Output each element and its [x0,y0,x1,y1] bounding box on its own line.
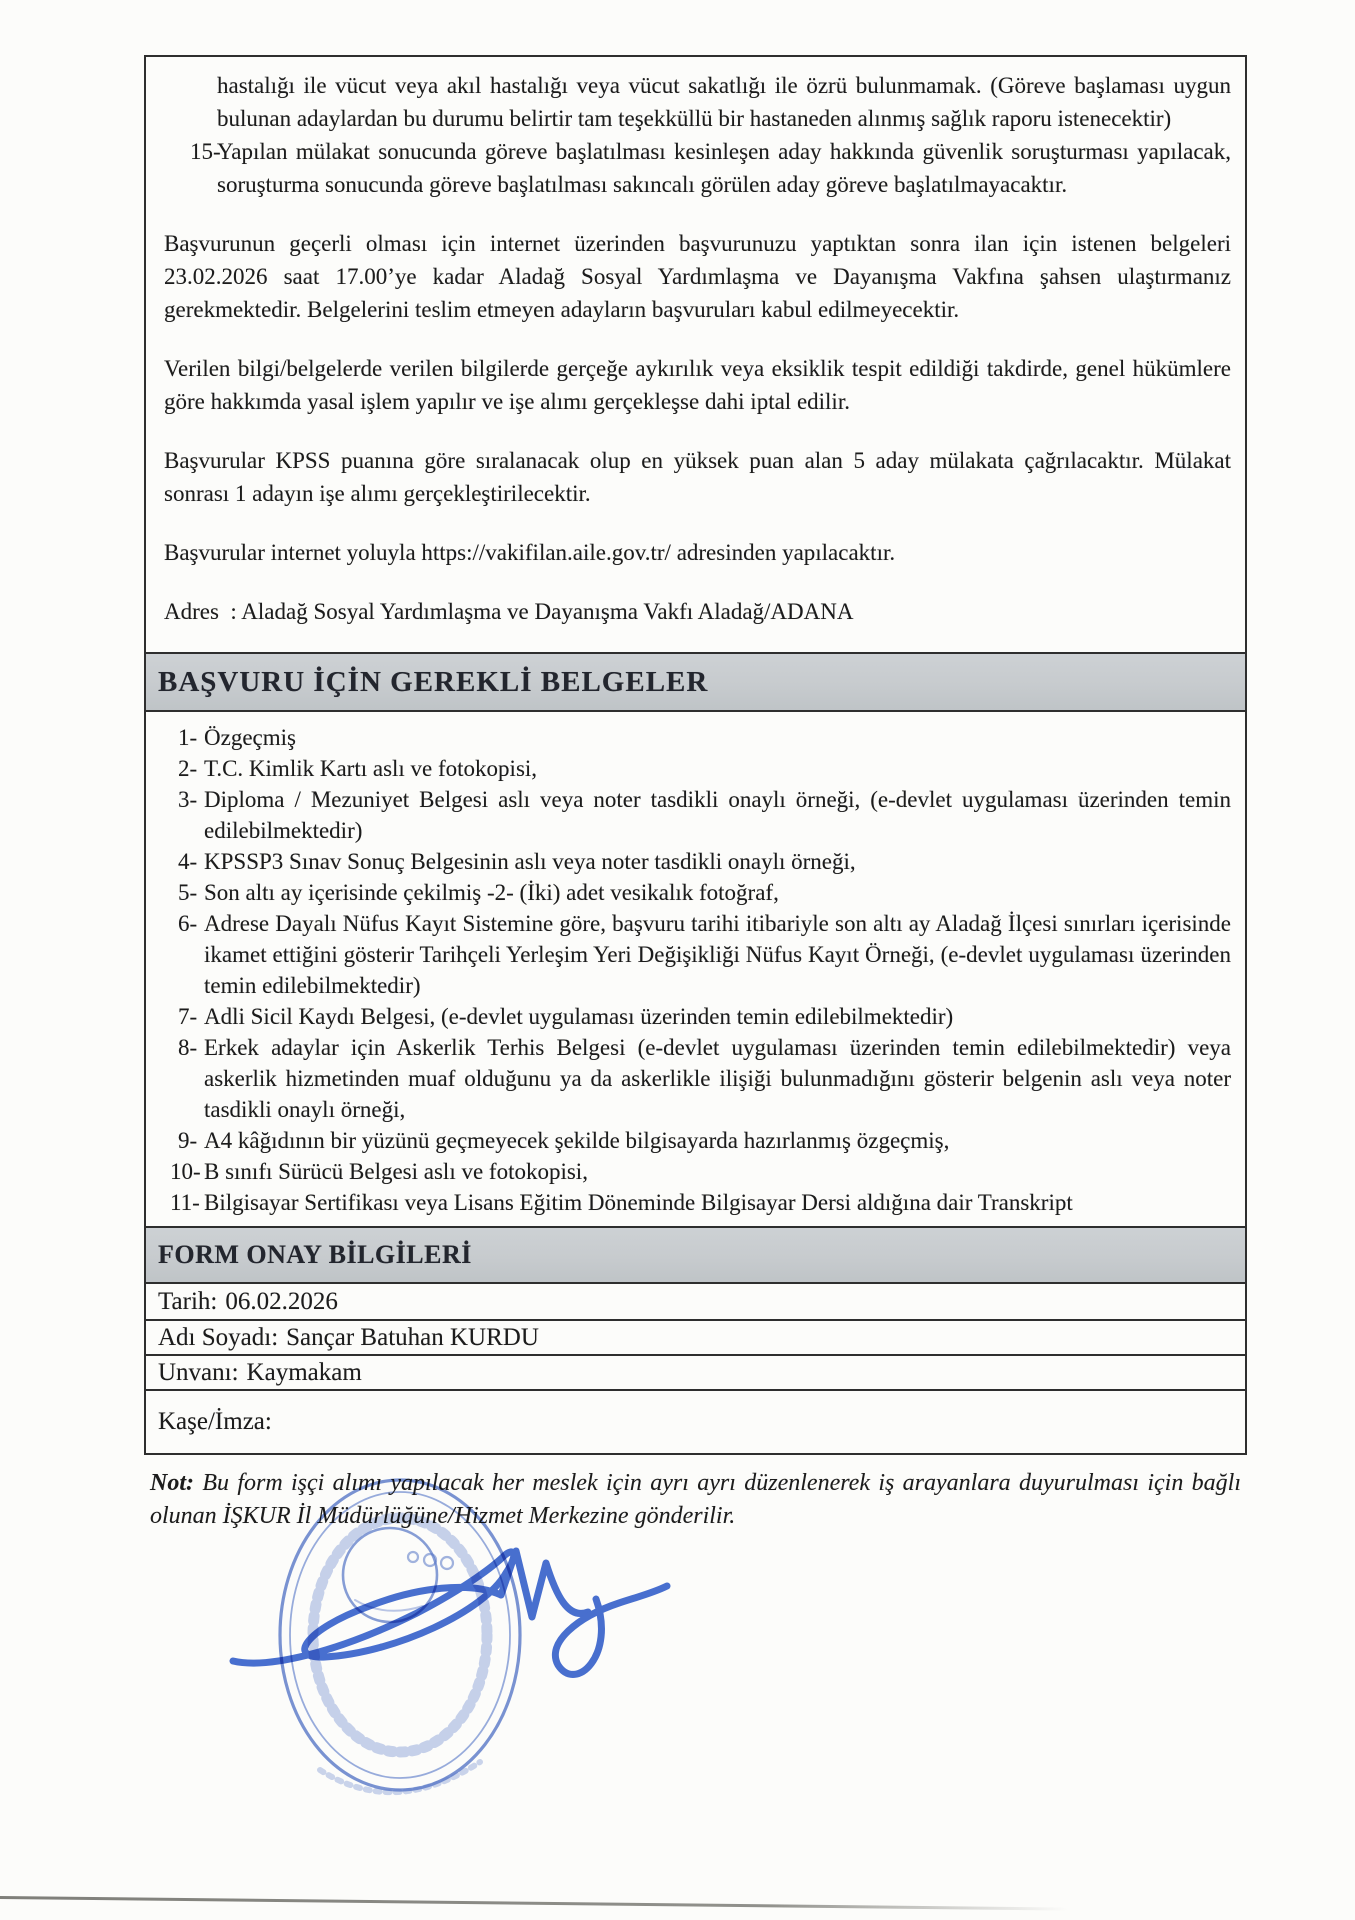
name-label: Adı Soyadı: [158,1323,279,1351]
form-approval-header-bar [144,1226,1247,1284]
official-stamp [250,1475,570,1875]
list-item-number: 11- [170,1190,200,1215]
list-item-number: 10- [170,1159,201,1184]
form-approval-header: FORM ONAY BİLGİLERİ [158,1240,472,1269]
term-item-15-text: Yapılan mülakat sonucunda göreve başlatılması kesinleşen aday hakkında güvenlik soruşturması yapılacak, soruşturma sonucunda göreve başlatılması sakıncalı görülen aday göreve başlatılmayacaktır. [217,139,1231,197]
term-item-15 [164,135,1231,201]
list-item-text: T.C. Kimlik Kartı aslı ve fotokopisi, [204,756,538,781]
term-continuation [164,69,1231,135]
list-item-number: 9- [178,1128,198,1153]
list-item-text: Bilgisayar Sertifikası veya Lisans Eğitim Döneminde Bilgisayar Dersi aldığına dair Transkript [204,1190,1073,1215]
list-item [164,1125,1231,1156]
table-row-stamp-signature [146,1389,1245,1453]
list-item-number: 4- [178,849,198,874]
list-item [164,722,1231,753]
table-row-date [146,1284,1245,1319]
title-value: Kaymakam [246,1358,362,1386]
signature-scribble [215,1523,685,1713]
scan-artifact-line [0,1896,1068,1910]
list-item [164,753,1231,784]
paragraph-application-validity: Başvurunun geçerli olması için internet üzerinden başvurunuzu yaptıktan sonra ilan için istenen belgeleri 23.02.2026 saat 17.00’ye kadar Aladağ Sosyal Yardımlaşma ve Dayanışma Vakfına şahsen ulaştırmanız gerekmektedir. Belgelerini teslim etmeyen adayların başvuruları kabul edilmeyecektir. [164,231,1231,322]
stamp-signature-label: Kaşe/İmza: [158,1408,272,1435]
list-item-text: Diploma / Mezuniyet Belgesi aslı veya noter tasdikli onaylı örneği, (e-devlet uygulaması üzerinden temin edilebilmektedir) [204,787,1231,843]
list-item [164,908,1231,1001]
list-item [164,1001,1231,1032]
list-item-number: 7- [178,1004,198,1029]
title-label: Unvanı: [158,1358,239,1386]
footer-note [144,1467,1247,1533]
list-item-number: 1- [178,725,198,750]
table-row-name [146,1319,1245,1354]
list-item-text: B sınıfı Sürücü Belgesi aslı ve fotokopisi, [204,1159,588,1184]
required-documents-header: BAŞVURU İÇİN GEREKLİ BELGELER [158,665,709,698]
document-sheet [144,55,1247,1533]
list-item-number: 3- [178,787,198,812]
date-label: Tarih: [158,1287,218,1315]
paragraph-kpss-ranking: Başvurular KPSS puanına göre sıralanacak olup en yüksek puan alan 5 aday mülakata çağrılacaktır. Mülakat sonrası 1 adayın işe alımı gerçekleştirilecektir. [164,448,1231,506]
list-item [164,1187,1231,1218]
list-item-text: A4 kâğıdının bir yüzünü geçmeyecek şekilde bilgisayarda hazırlanmış özgeçmiş, [204,1128,950,1153]
paragraph-address: Adres : Aladağ Sosyal Yardımlaşma ve Dayanışma Vakfı Aladağ/ADANA [164,599,854,624]
term-continuation-text: hastalığı ile vücut veya akıl hastalığı veya vücut sakatlığı ile özrü bulunmamak. (Göreve başlaması uygun bulunan adaylardan bu durumu belirtir tam teşekküllü bir hastaneden alınmış sağlık raporu istenecektir) [217,73,1231,131]
list-item-text: Özgeçmiş [204,725,296,750]
required-documents-header-bar [144,652,1247,712]
term-item-15-number: 15- [190,139,221,164]
table-row-title [146,1354,1245,1389]
list-item [164,784,1231,846]
approval-table [144,1284,1247,1455]
list-item [164,1156,1231,1187]
paragraph-application-url: Başvurular internet yoluyla https://vakifilan.aile.gov.tr/ adresinden yapılacaktır. [164,540,896,565]
list-item-text: KPSSP3 Sınav Sonuç Belgesinin aslı veya noter tasdikli onaylı örneği, [204,849,856,874]
list-item [164,846,1231,877]
paragraph-false-information: Verilen bilgi/belgelerde verilen bilgilerde gerçeğe aykırılık veya eksiklik tespit edildiği takdirde, genel hükümlere göre hakkımda yasal işlem yapılır ve işe alımı gerçekleşse dahi iptal edilir. [164,356,1231,414]
list-item-text: Adli Sicil Kaydı Belgesi, (e-devlet uygulaması üzerinden temin edilebilmektedir) [204,1004,954,1029]
list-item [164,1032,1231,1125]
terms-section [144,55,1247,652]
list-item [164,877,1231,908]
list-item-text: Adrese Dayalı Nüfus Kayıt Sistemine göre, başvuru tarihi itibariyle son altı ay Aladağ İlçesi sınırları içerisinde ikamet ettiğini gösterir Tarihçeli Yerleşim Yeri Değişikliği Nüfus Kayıt Örneği, (e-devlet uygulaması üzerinden temin edilebilmektedir) [204,911,1231,998]
list-item-text: Son altı ay içerisinde çekilmiş -2- (İki) adet vesikalık fotoğraf, [204,880,779,905]
list-item-number: 5- [178,880,198,905]
note-text: Bu form işçi alımı yapılacak her meslek için ayrı ayrı düzenlenerek iş arayanlara duyurulması için bağlı olunan İŞKUR İl Müdürlüğüne/Hizmet Merkezine gönderilir. [150,1470,1242,1529]
list-item-text: Erkek adaylar için Askerlik Terhis Belgesi (e-devlet uygulaması üzerinden temin edilebilmektedir) veya askerlik hizmetinden muaf olduğunu ya da askerlikle ilişiği bulunmadığını gösterir belgenin aslı veya noter tasdikli onaylı örneği, [204,1035,1231,1122]
note-label: Not: [150,1470,194,1496]
list-item-number: 8- [178,1035,198,1060]
required-documents-list [144,712,1247,1226]
list-item-number: 2- [178,756,198,781]
list-item-number: 6- [178,911,198,936]
name-value: Sançar Batuhan KURDU [286,1323,539,1351]
date-value: 06.02.2026 [225,1287,338,1315]
